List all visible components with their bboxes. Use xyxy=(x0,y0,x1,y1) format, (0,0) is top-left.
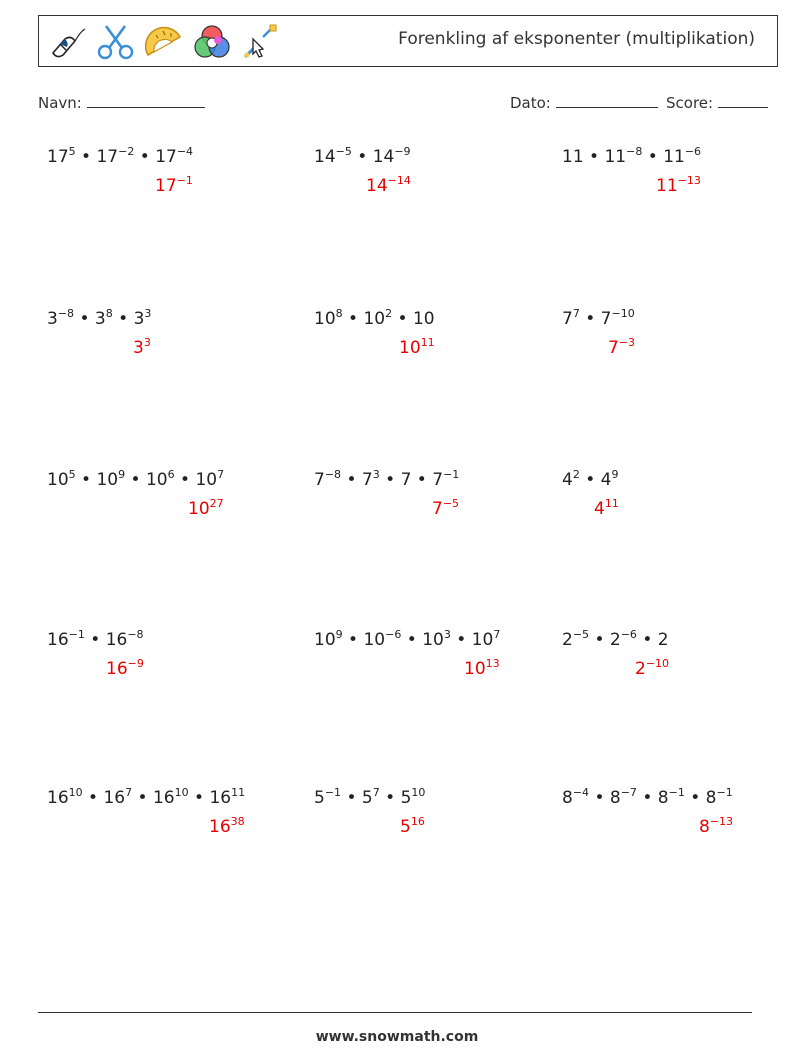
exponent: 38 xyxy=(230,815,245,828)
power xyxy=(314,309,343,329)
base: 3 xyxy=(47,309,58,329)
answer xyxy=(656,176,701,196)
exponent: −8 xyxy=(127,628,144,641)
exponent: 2 xyxy=(385,307,393,320)
answer xyxy=(209,817,245,837)
base: 8 xyxy=(609,788,621,808)
name-field xyxy=(38,93,205,112)
multiply-dot: • xyxy=(134,147,156,167)
date-field xyxy=(510,93,658,112)
problem-expression xyxy=(562,630,669,650)
power xyxy=(562,309,580,329)
multiply-dot: • xyxy=(642,147,664,167)
power xyxy=(363,630,401,650)
problem-expression xyxy=(562,309,635,329)
power xyxy=(209,788,245,808)
exponent: 7 xyxy=(372,786,380,799)
base: 4 xyxy=(594,499,605,519)
power xyxy=(610,788,637,808)
exponent: 5 xyxy=(68,468,76,481)
exponent: 8 xyxy=(105,307,113,320)
multiply-dot: • xyxy=(411,470,433,490)
header-icons xyxy=(47,22,281,62)
exponent: −10 xyxy=(645,657,670,670)
answer xyxy=(400,817,425,837)
exponent: 9 xyxy=(335,628,343,641)
base: 4 xyxy=(562,470,573,490)
exponent: −5 xyxy=(442,497,460,510)
exponent: 10 xyxy=(411,786,426,799)
power xyxy=(422,630,451,650)
exponent: −8 xyxy=(57,307,75,320)
answer xyxy=(399,338,435,358)
problem-expression xyxy=(47,470,224,490)
power xyxy=(363,309,392,329)
name-blank xyxy=(87,93,205,108)
answer xyxy=(155,176,193,196)
base: 3 xyxy=(133,309,145,329)
exponent: −6 xyxy=(620,628,637,641)
base: 11 xyxy=(656,176,678,196)
power xyxy=(635,659,669,679)
answer xyxy=(608,338,635,358)
problem-expression xyxy=(47,788,245,808)
exponent: 7 xyxy=(572,307,580,320)
base: 17 xyxy=(155,176,177,196)
multiply-dot: • xyxy=(174,470,196,490)
exponent: −13 xyxy=(677,174,701,187)
power xyxy=(601,309,635,329)
base: 11 xyxy=(562,147,584,167)
base: 2 xyxy=(609,630,621,650)
power xyxy=(601,470,619,490)
power xyxy=(658,788,685,808)
exponent: 3 xyxy=(143,336,151,349)
power xyxy=(106,630,144,650)
exponent: 10 xyxy=(174,786,189,799)
base: 5 xyxy=(361,788,373,808)
base: 8 xyxy=(562,788,573,808)
exponent: −1 xyxy=(716,786,733,799)
power xyxy=(658,630,669,650)
multiply-dot: • xyxy=(379,788,401,808)
multiply-dot: • xyxy=(341,470,362,490)
power xyxy=(95,309,113,329)
base: 16 xyxy=(103,788,126,808)
power xyxy=(464,659,500,679)
problem-expression xyxy=(314,470,459,490)
exponent: 13 xyxy=(485,657,500,670)
multiply-dot: • xyxy=(342,309,364,329)
base: 10 xyxy=(314,309,336,329)
base: 14 xyxy=(372,147,395,167)
power xyxy=(562,147,584,167)
power xyxy=(699,817,733,837)
exponent: −5 xyxy=(335,145,352,158)
power xyxy=(133,338,151,358)
power xyxy=(401,788,426,808)
exponent: −3 xyxy=(618,336,636,349)
problem-expression xyxy=(47,630,144,650)
multiply-dot: • xyxy=(132,788,153,808)
multiply-dot: • xyxy=(341,788,362,808)
base: 7 xyxy=(400,470,412,490)
date-label: Dato: xyxy=(510,94,551,112)
base: 3 xyxy=(133,338,144,358)
base: 17 xyxy=(96,147,119,167)
exponent: −9 xyxy=(394,145,411,158)
worksheet-title: Forenkling af eksponenter (multiplikation) xyxy=(398,29,755,49)
exponent: 3 xyxy=(443,628,451,641)
base: 8 xyxy=(699,817,710,837)
base: 16 xyxy=(105,630,128,650)
power xyxy=(47,788,83,808)
multiply-dot: • xyxy=(342,630,364,650)
score-field xyxy=(666,93,768,112)
answer xyxy=(366,176,411,196)
exponent: −10 xyxy=(611,307,635,320)
multiply-dot: • xyxy=(583,147,605,167)
exponent: −2 xyxy=(118,145,135,158)
multiply-dot: • xyxy=(112,309,134,329)
problem-expression xyxy=(562,147,701,167)
base: 7 xyxy=(314,470,325,490)
power xyxy=(706,788,733,808)
power xyxy=(96,147,134,167)
exponent: 11 xyxy=(420,336,435,349)
exponent: −1 xyxy=(176,174,193,187)
name-label: Navn: xyxy=(38,94,82,112)
power xyxy=(362,788,380,808)
base: 5 xyxy=(314,788,325,808)
base: 2 xyxy=(657,630,669,650)
multiply-dot: • xyxy=(636,630,658,650)
exponent: −6 xyxy=(684,145,702,158)
multiply-dot: • xyxy=(125,470,146,490)
multiply-dot: • xyxy=(684,788,706,808)
multiply-dot: • xyxy=(589,630,610,650)
multiply-dot: • xyxy=(351,147,373,167)
power xyxy=(366,176,411,196)
exponent: 27 xyxy=(209,497,224,510)
power xyxy=(362,470,380,490)
answer xyxy=(432,499,459,519)
multiply-dot: • xyxy=(392,309,413,329)
power xyxy=(663,147,701,167)
exponent: 11 xyxy=(604,497,619,510)
base: 16 xyxy=(106,659,128,679)
base: 10 xyxy=(399,338,421,358)
base: 16 xyxy=(152,788,175,808)
answer xyxy=(188,499,224,519)
power xyxy=(314,788,341,808)
multiply-dot: • xyxy=(589,788,610,808)
power xyxy=(47,630,85,650)
exponent: 9 xyxy=(118,468,126,481)
power xyxy=(472,630,501,650)
exponent: −13 xyxy=(709,815,734,828)
power xyxy=(656,176,701,196)
answer xyxy=(464,659,500,679)
power xyxy=(153,788,189,808)
exponent: 11 xyxy=(231,786,246,799)
exponent: 16 xyxy=(410,815,425,828)
power xyxy=(399,338,435,358)
power xyxy=(47,309,74,329)
answer xyxy=(106,659,144,679)
answer xyxy=(635,659,669,679)
base: 8 xyxy=(705,788,717,808)
power xyxy=(432,470,459,490)
base: 4 xyxy=(600,470,612,490)
footer-url: www.snowmath.com xyxy=(315,1029,479,1045)
problem-expression xyxy=(47,309,151,329)
base: 10 xyxy=(96,470,119,490)
exponent: −5 xyxy=(572,628,590,641)
base: 14 xyxy=(366,176,388,196)
exponent: 8 xyxy=(335,307,343,320)
power xyxy=(400,817,425,837)
base: 7 xyxy=(600,309,612,329)
power xyxy=(209,817,245,837)
multiply-dot: • xyxy=(450,630,472,650)
base: 14 xyxy=(314,147,336,167)
problem-expression xyxy=(562,470,619,490)
exponent: 7 xyxy=(125,786,133,799)
exponent: 7 xyxy=(217,468,225,481)
power xyxy=(314,630,343,650)
base: 11 xyxy=(604,147,627,167)
answer xyxy=(133,338,151,358)
base: 10 xyxy=(422,630,444,650)
protractor-icon xyxy=(143,23,185,61)
problem-expression xyxy=(562,788,733,808)
multiply-dot: • xyxy=(579,470,601,490)
base: 10 xyxy=(471,630,494,650)
power xyxy=(604,147,642,167)
power xyxy=(413,309,435,329)
base: 10 xyxy=(464,659,486,679)
base: 8 xyxy=(657,788,669,808)
power xyxy=(314,470,341,490)
multiply-dot: • xyxy=(579,309,601,329)
problem-expression xyxy=(314,309,435,329)
power xyxy=(155,147,193,167)
base: 10 xyxy=(195,470,218,490)
problem-expression xyxy=(314,147,411,167)
color-wheel-icon xyxy=(191,23,233,61)
multiply-dot: • xyxy=(75,147,97,167)
base: 3 xyxy=(94,309,106,329)
multiply-dot: • xyxy=(74,309,95,329)
multiply-dot: • xyxy=(75,470,97,490)
exponent: −1 xyxy=(324,786,342,799)
base: 2 xyxy=(635,659,646,679)
exponent: 6 xyxy=(167,468,175,481)
base: 16 xyxy=(47,630,69,650)
score-blank xyxy=(718,93,768,108)
exponent: −14 xyxy=(387,174,411,187)
base: 16 xyxy=(209,788,232,808)
exponent: 2 xyxy=(572,468,580,481)
base: 7 xyxy=(432,470,444,490)
power xyxy=(146,470,175,490)
multiply-dot: • xyxy=(82,788,104,808)
exponent: 10 xyxy=(68,786,83,799)
power xyxy=(47,147,76,167)
exponent: −6 xyxy=(385,628,402,641)
power xyxy=(610,630,637,650)
base: 10 xyxy=(145,470,168,490)
multiply-dot: • xyxy=(84,630,106,650)
power xyxy=(594,499,619,519)
power xyxy=(562,630,589,650)
base: 5 xyxy=(400,817,411,837)
problem-expression xyxy=(314,630,500,650)
base: 10 xyxy=(314,630,336,650)
exponent: 9 xyxy=(611,468,619,481)
exponent: −1 xyxy=(68,628,85,641)
base: 11 xyxy=(663,147,685,167)
power xyxy=(103,788,132,808)
base: 7 xyxy=(432,499,443,519)
power xyxy=(373,147,411,167)
power xyxy=(562,788,589,808)
exponent: −9 xyxy=(127,657,144,670)
exponent: −7 xyxy=(620,786,637,799)
base: 7 xyxy=(608,338,619,358)
base: 7 xyxy=(361,470,373,490)
power xyxy=(106,659,144,679)
multiply-dot: • xyxy=(188,788,210,808)
exponent: 3 xyxy=(144,307,152,320)
power xyxy=(47,470,76,490)
base: 5 xyxy=(400,788,412,808)
base: 10 xyxy=(47,470,69,490)
base: 16 xyxy=(47,788,69,808)
base: 10 xyxy=(188,499,210,519)
multiply-dot: • xyxy=(401,630,423,650)
power xyxy=(96,470,125,490)
base: 7 xyxy=(562,309,573,329)
base: 10 xyxy=(363,630,386,650)
exponent: −8 xyxy=(324,468,342,481)
power xyxy=(314,147,352,167)
exponent: −4 xyxy=(572,786,590,799)
exponent: −8 xyxy=(626,145,643,158)
exponent: −1 xyxy=(668,786,685,799)
problem-expression xyxy=(314,788,425,808)
base: 17 xyxy=(155,147,177,167)
power xyxy=(432,499,459,519)
mouse-icon xyxy=(47,23,89,61)
answer xyxy=(594,499,619,519)
footer-divider xyxy=(38,1012,752,1013)
score-label: Score: xyxy=(666,94,714,112)
exponent: 7 xyxy=(493,628,501,641)
power xyxy=(134,309,152,329)
exponent: 5 xyxy=(68,145,76,158)
base: 10 xyxy=(412,309,435,329)
base: 2 xyxy=(562,630,573,650)
multiply-dot: • xyxy=(636,788,658,808)
answer xyxy=(699,817,733,837)
base: 17 xyxy=(47,147,69,167)
exponent: −4 xyxy=(176,145,194,158)
multiply-dot: • xyxy=(379,470,401,490)
power xyxy=(155,176,193,196)
exponent: 3 xyxy=(372,468,380,481)
power xyxy=(195,470,224,490)
power xyxy=(562,470,580,490)
date-blank xyxy=(556,93,658,108)
worksheet-header xyxy=(38,15,778,67)
power xyxy=(401,470,412,490)
scissors-icon xyxy=(95,23,137,61)
exponent: −1 xyxy=(443,468,460,481)
base: 16 xyxy=(209,817,231,837)
problem-expression xyxy=(47,147,193,167)
power xyxy=(188,499,224,519)
base: 10 xyxy=(363,309,386,329)
pointer-icon xyxy=(239,23,281,61)
power xyxy=(608,338,635,358)
